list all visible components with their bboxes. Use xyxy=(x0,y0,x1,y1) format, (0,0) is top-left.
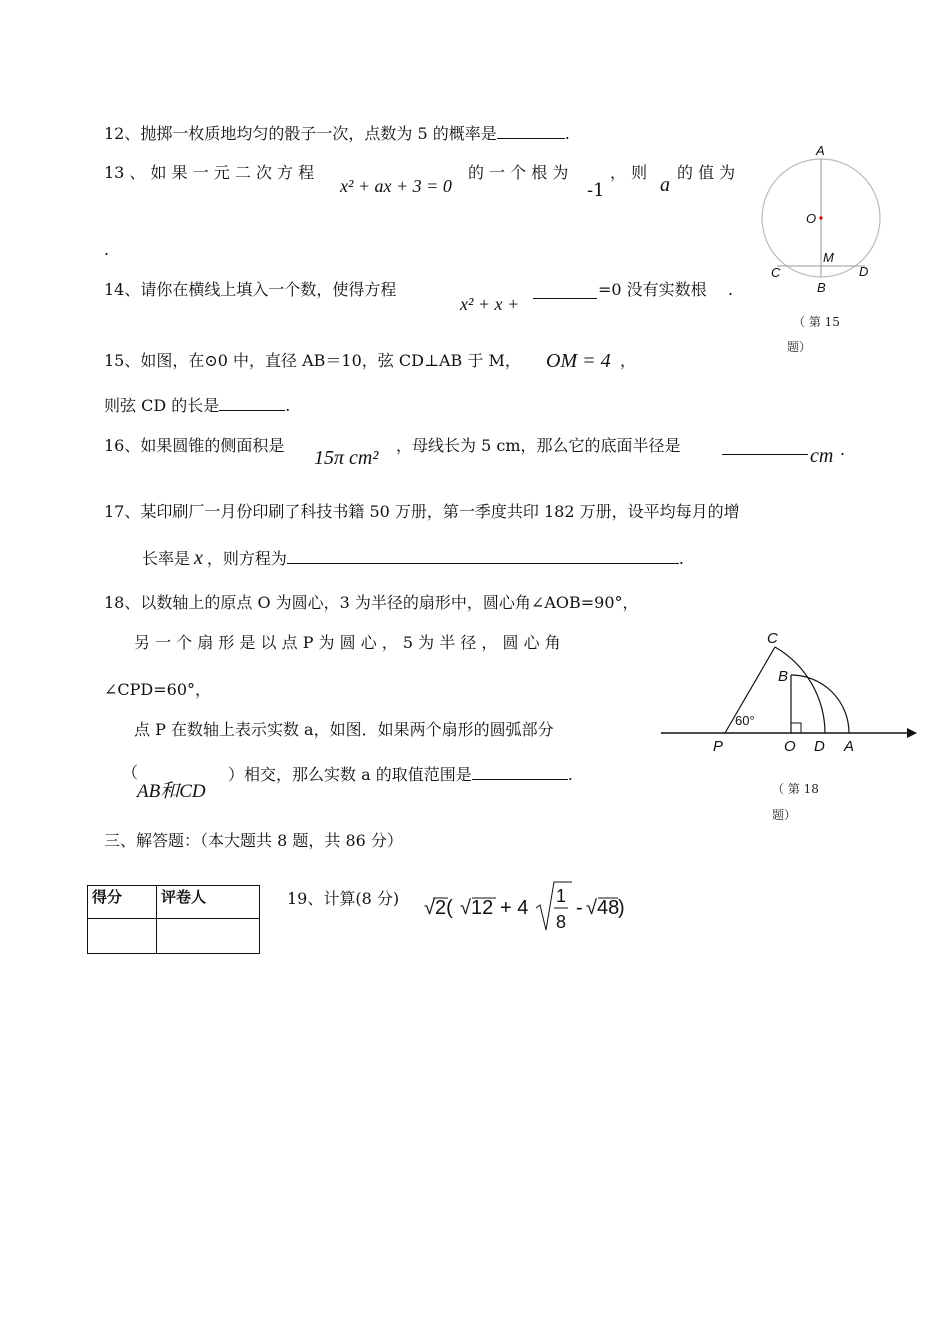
score-table xyxy=(87,885,260,954)
q13-prefix: 13 、 如 果 一 元 二 次 方 程 xyxy=(104,163,315,182)
q14-prefix: 14、请你在横线上填入一个数，使得方程 xyxy=(104,280,397,299)
fig18-right-angle xyxy=(791,723,801,733)
fig15-label-m: M xyxy=(823,250,834,265)
fig15-label-c: C xyxy=(771,265,781,280)
fig18-label-d: D xyxy=(814,738,825,755)
q13-tail: 的 值 为 xyxy=(677,163,736,182)
q19-expression xyxy=(420,878,630,938)
grader-cell[interactable] xyxy=(157,919,260,954)
q18-line5-mid: ）相交，那么实数 a 的取值范围是 xyxy=(228,765,472,784)
fig15-center-dot xyxy=(819,216,822,219)
q18-line2: 另 一 个 扇 形 是 以 点 P 为 圆 心 ， 5 为 半 径 ， 圆 心 角 xyxy=(134,633,561,652)
q15-end: . xyxy=(285,396,291,415)
q14-answer-blank[interactable] xyxy=(533,282,597,299)
grader-header: 评卷人 xyxy=(157,886,260,919)
q15-om: OM = 4 xyxy=(546,350,611,372)
fig18-label-angle: 60° xyxy=(735,713,755,728)
q13-dot: . xyxy=(104,240,110,259)
q19-frac-den: 8 xyxy=(555,912,567,932)
fig18-label-c: C xyxy=(767,630,778,647)
fig18-caption-2: 题） xyxy=(772,808,797,822)
q18-line1: 18、以数轴上的原点 O 为圆心，3 为半径的扇形中，圆心角∠AOB=90°， xyxy=(104,593,639,612)
q16-area: 15π cm² xyxy=(314,447,379,469)
q13-equation: x² + ax + 3 = 0 xyxy=(340,176,452,196)
q17-var: x xyxy=(194,547,203,569)
q15-answer-blank[interactable] xyxy=(219,394,285,411)
figure-18 xyxy=(655,625,925,760)
q13-var: a xyxy=(660,174,670,196)
q15-comma: ， xyxy=(620,351,637,370)
figure-15 xyxy=(755,140,890,300)
fig15-label-d: D xyxy=(859,264,869,279)
q19-plus4: + 4 xyxy=(500,897,529,919)
q14-end: . xyxy=(728,280,734,299)
q16-answer-blank[interactable] xyxy=(722,438,808,455)
q14-equation: x² + x + xyxy=(460,294,520,314)
fig18-label-a: A xyxy=(844,738,855,755)
q17-answer-blank[interactable] xyxy=(287,547,679,564)
score-cell[interactable] xyxy=(88,919,157,954)
q19-minus: - xyxy=(576,897,583,919)
score-header: 得分 xyxy=(88,886,157,919)
q16-end: . xyxy=(840,440,846,459)
q17-end: . xyxy=(678,549,685,568)
q18-line5 xyxy=(228,763,573,785)
q15-line1: 15、如图，在⊙0 中，直径 AB＝10，弦 CD⊥AB 于 M， xyxy=(104,351,521,370)
q17-line2-prefix: 长率是 xyxy=(142,549,191,568)
q17-line1: 17、某印刷厂一月份印刷了科技书籍 50 万册，第一季度共印 182 万册，设平均每月的增 xyxy=(104,502,740,521)
q19-frac-num: 1 xyxy=(555,886,567,906)
q13-comma: ， 则 xyxy=(610,163,648,182)
fig18-caption-1: （ 第 18 xyxy=(772,782,819,796)
q18-line4: 点 P 在数轴上表示实数 a，如图．如果两个扇形的圆弧部分 xyxy=(134,720,554,739)
q19-outer: √2( xyxy=(424,897,453,919)
fig15-label-a: A xyxy=(816,143,825,158)
q13-root: -1 xyxy=(587,180,605,201)
q19-r48: √48 xyxy=(586,897,620,919)
q12-line xyxy=(104,122,570,144)
q17-line2 xyxy=(142,547,684,569)
q15-line2: 则弦 CD 的长是 xyxy=(104,396,220,415)
q16-prefix: 16、如果圆锥的侧面积是 xyxy=(104,436,285,455)
fig18-axis-arrow xyxy=(907,728,917,738)
q16-unit: cm xyxy=(810,445,834,467)
fig18-arc-cd xyxy=(775,647,825,733)
q19-label: 19、计算(8 分) xyxy=(287,889,400,908)
q16-mid: ，母线长为 5 cm，那么它的底面半径是 xyxy=(396,436,681,455)
q12-text: 12、抛掷一枚质地均匀的骰子一次，点数为 5 的概率是 xyxy=(104,124,497,143)
q14-suffix: =0 没有实数根 xyxy=(598,280,707,299)
q13-mid: 的 一 个 根 为 xyxy=(468,163,569,182)
fig15-caption-1: （ 第 15 xyxy=(793,315,840,329)
q18-line3: ∠CPD=60°， xyxy=(104,680,212,699)
q18-line5-open: （ xyxy=(122,763,139,782)
q18-arcs: AB和CD xyxy=(137,781,206,802)
q12-answer-blank[interactable] xyxy=(497,122,565,139)
section3-heading: 三、解答题：（本大题共 8 题，共 86 分） xyxy=(104,831,403,850)
fig18-label-b: B xyxy=(778,668,789,685)
q18-end: . xyxy=(567,765,573,784)
q18-answer-blank[interactable] xyxy=(472,763,568,780)
fig18-label-o: O xyxy=(784,738,796,755)
q12-end: . xyxy=(564,124,570,143)
fig15-label-b: B xyxy=(817,280,826,295)
q17-line2-mid: ，则方程为 xyxy=(206,549,287,568)
q19-close: ) xyxy=(618,897,625,919)
q19-r12: √12 xyxy=(460,897,494,919)
fig15-label-o: O xyxy=(806,211,817,226)
fig15-caption-2: 题） xyxy=(787,340,812,354)
q15-line2-wrap xyxy=(104,394,290,416)
q19-sqrt-frac-sign xyxy=(536,882,572,930)
fig18-label-p: P xyxy=(713,738,724,755)
